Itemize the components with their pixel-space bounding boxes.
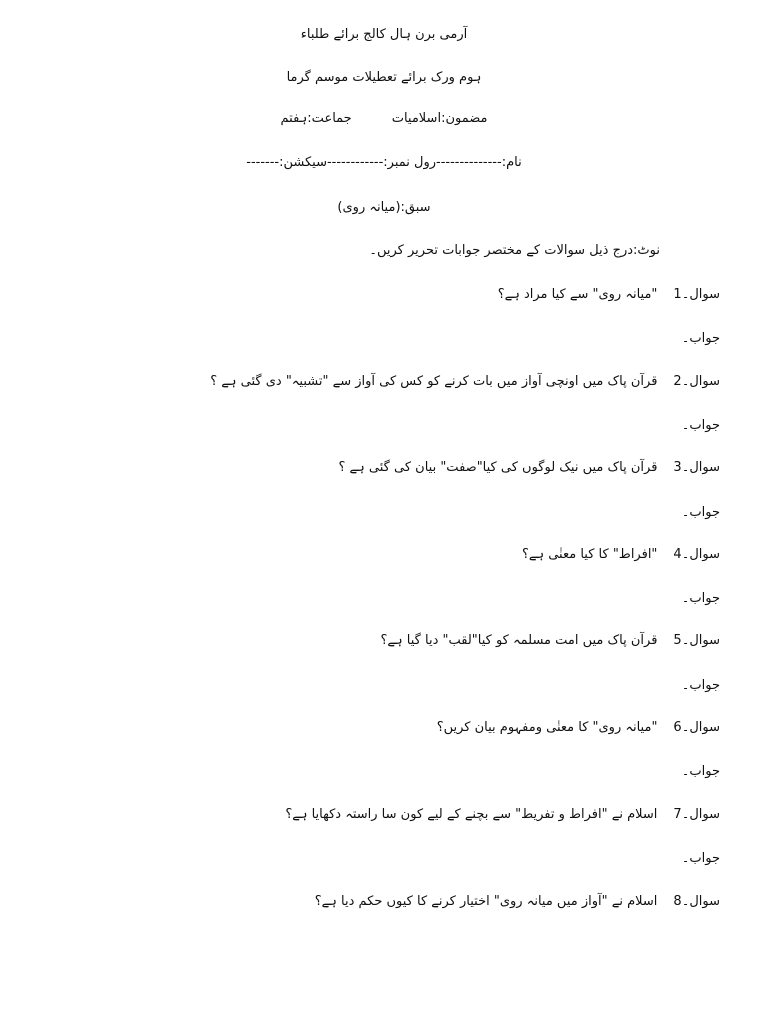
question-number: 3 [673,460,682,475]
question-number: 8 [673,894,682,909]
answer-label: جواب۔ [681,505,720,520]
question-label: سوال۔ [681,287,720,302]
worksheet-title: ہوم ورک برائے تعطیلات موسم گرما [286,70,482,85]
question-5 [381,632,720,650]
question-text: "میانہ روی" سے کیا مراد ہے؟ [497,287,658,302]
question-text: "میانہ روی" کا معنٰی ومفہوم بیان کریں؟ [436,720,658,735]
question-2 [210,373,720,391]
instruction-note: نوٹ:درج ذیل سوالات کے مختصر جوابات تحریر کریں۔ [369,243,660,258]
question-label: سوال۔ [681,547,720,562]
question-8 [315,893,720,911]
question-number: 1 [673,287,682,302]
class-label: جماعت:ہفتم [280,111,352,126]
question-number: 5 [673,633,682,648]
school-name: آرمی برن ہال کالج برائے طلباء [300,27,468,42]
question-number: 7 [673,807,682,822]
answer-label: جواب۔ [681,331,720,346]
question-text: قرآن پاک میں اونچی آواز میں بات کرنے کو کس کی آواز سے "تشبیہ" دی گئی ہے ؟ [210,374,658,389]
question-text: اسلام نے "آواز میں میانہ روی" اختیار کرنے کا کیوں حکم دیا ہے؟ [314,894,658,909]
question-text: قرآن پاک میں نیک لوگوں کی کیا"صفت" بیان کی گئی ہے ؟ [338,460,658,475]
student-info-line: نام:--------------رول نمبر:------------سیکشن:------- [246,155,522,170]
question-text: اسلام نے "افراط و تفریط" سے بچنے کے لیے کون سا راستہ دکھایا ہے؟ [285,807,658,822]
question-number: 6 [673,720,682,735]
question-number: 4 [673,547,682,562]
question-label: سوال۔ [681,720,720,735]
answer-label: جواب۔ [681,418,720,433]
question-label: سوال۔ [681,894,720,909]
answer-label: جواب۔ [681,764,720,779]
question-label: سوال۔ [681,460,720,475]
question-label: سوال۔ [681,633,720,648]
question-text: قرآن پاک میں امت مسلمہ کو کیا"لقب" دیا گیا ہے؟ [380,633,658,648]
subject-class-row [0,110,768,128]
question-number: 2 [673,374,682,389]
question-label: سوال۔ [681,807,720,822]
subject-label: مضمون:اسلامیات [391,111,488,126]
answer-label: جواب۔ [681,678,720,693]
lesson-title: سبق:(میانہ روی) [337,200,431,215]
question-3 [339,459,720,477]
answer-label: جواب۔ [681,851,720,866]
question-4 [522,546,720,564]
question-text: "افراط" کا کیا معنٰی ہے؟ [521,547,658,562]
question-1 [498,286,720,304]
question-6 [437,719,720,737]
answer-label: جواب۔ [681,591,720,606]
question-label: سوال۔ [681,374,720,389]
question-7 [285,806,720,824]
